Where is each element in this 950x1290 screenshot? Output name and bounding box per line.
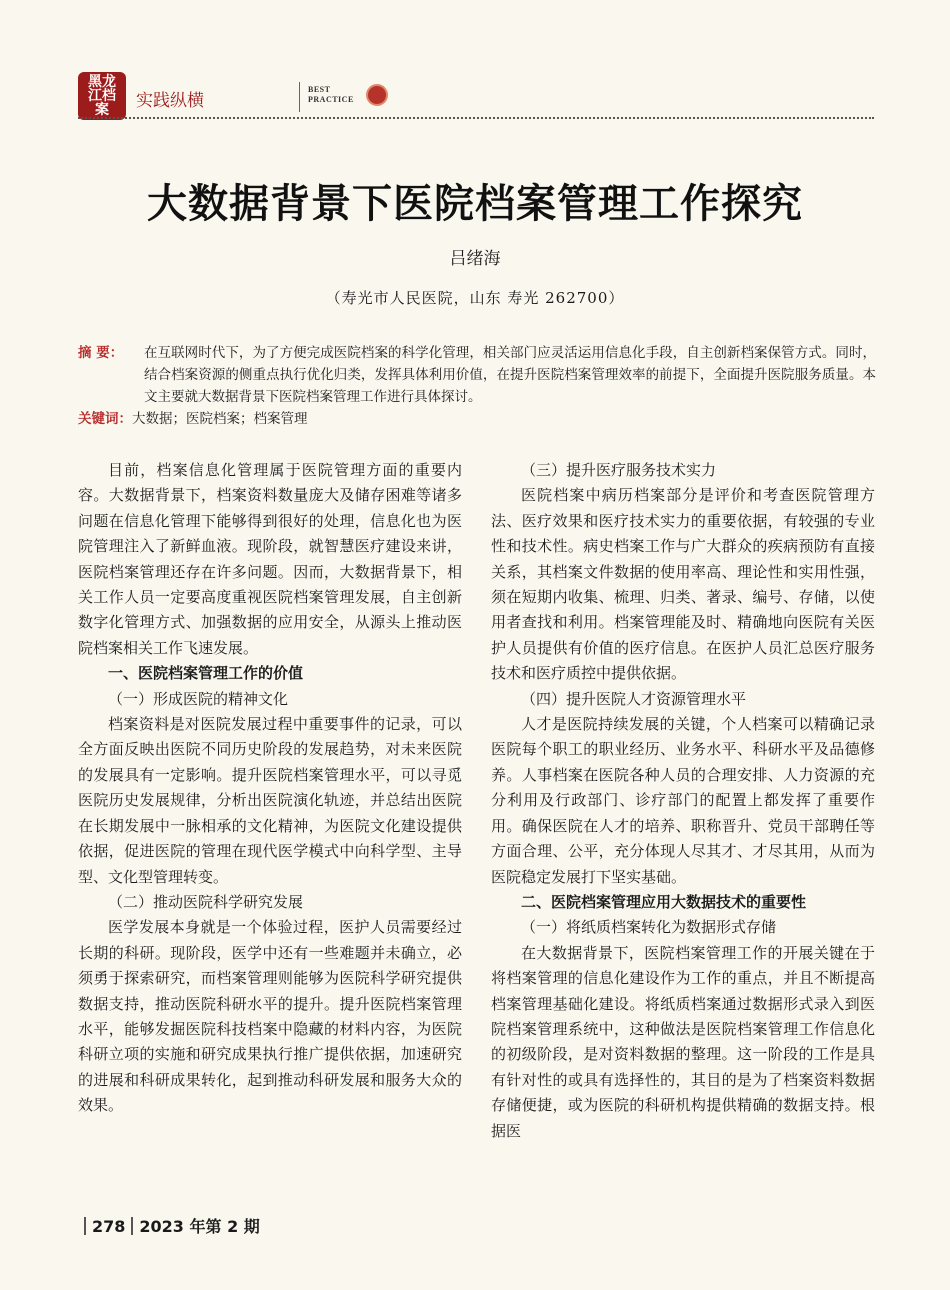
paragraph: 医学发展本身就是一个体验过程，医护人员需要经过长期的科研。现阶段，医学中还有一些难题并未确立，必须勇于探索研究，而档案管理则能够为医院科学研究提供数据支持，推动医院科研水平的提升。提升医院档案管理水平，能够发掘医院科技档案中隐藏的材料内容，为医院科研立项的实施和研究成果执行推广提供依据，加速研究的进展和科研成果转化，起到推动科研发展和服务大众的效果。 xyxy=(78,918,462,1115)
header-divider xyxy=(299,82,300,112)
abstract-text: 在互联网时代下，为了方便完成医院档案的科学化管理，相关部门应灵活运用信息化手段，自主创新档案保管方式。同时，结合档案资源的侧重点执行优化归类，发挥具体利用价值，在提升医院档案管理效率的前提下，全面提升医院服务质量。本文主要就大数据背景下医院档案管理工作进行具体探讨。 xyxy=(144,345,876,405)
right-column xyxy=(491,458,875,1144)
keywords-text: 大数据；医院档案；档案管理 xyxy=(132,411,308,427)
page-footer xyxy=(78,1214,260,1237)
abstract-label: 摘 要： xyxy=(78,345,124,361)
issue-info: 2023 年第 2 期 xyxy=(139,1217,260,1236)
subsection-heading: （二）推动医院科学研究发展 xyxy=(108,892,304,911)
left-column xyxy=(78,458,462,1119)
subsection-heading: （三）提升医疗服务技术实力 xyxy=(521,461,717,479)
keywords xyxy=(78,408,876,430)
paragraph: 目前，档案信息化管理属于医院管理方面的重要内容。大数据背景下，档案资料数量庞大及储存困难等诸多问题在信息化管理下能够得到很好的处理，信息化也为医院管理注入了新鲜血液。现阶段，就智慧医疗建设来讲，医院档案管理还存在许多问题。因而，大数据背景下，相关工作人员一定要高度重视医院档案管理发展，自主创新数字化管理方式、加强数据的应用安全，从源头上推动医院档案相关工作飞速发展。 xyxy=(78,461,462,657)
subsection-heading: （一）形成医院的精神文化 xyxy=(108,689,289,708)
keywords-label: 关键词： xyxy=(78,411,132,427)
paragraph: 档案资料是对医院发展过程中重要事件的记录，可以全方面反映出医院不同历史阶段的发展趋势，对未来医院的发展具有一定影响。提升医院档案管理水平，可以寻觅医院历史发展规律，分析出医院演化轨迹，并总结出医院在长期发展中一脉相承的文化精神，为医院文化建设提供依据，促进医院的管理在现代医学模式中向科学型、主导型、文化型管理转变。 xyxy=(78,715,462,886)
author-affiliation: （寿光市人民医院，山东 寿光 262700） xyxy=(325,289,625,307)
journal-header xyxy=(78,72,878,122)
subsection-heading: （一）将纸质档案转化为数据形式存储 xyxy=(521,918,777,937)
best-practice-label: BEST PRACTICE xyxy=(308,85,354,104)
paragraph: 在大数据背景下，医院档案管理工作的开展关键在于将档案管理的信息化建设作为工作的重点，并且不断提高档案管理基础化建设。将纸质档案通过数据形式录入到医院档案管理系统中，这种做法是医院档案管理工作信息化的初级阶段，是对资料数据的整理。这一阶段的工作是具有针对性的或具有选择性的，其目的是为了档案资料数据存储便捷，或为医院的科研机构提供精确的数据支持。根据医 xyxy=(491,943,875,1140)
emblem-icon xyxy=(366,84,388,106)
paragraph: 人才是医院持续发展的关键，个人档案可以精确记录医院每个职工的职业经历、业务水平、科研水平及品德修养。人事档案在医院各种人员的合理安排、人力资源的充分利用及行政部门、诊疗部门的配置上都发挥了重要作用。确保医院在人才的培养、职称晋升、党员干部聘任等方面合理、公平，充分体现人尽其才、才尽其用，从而为医院稳定发展打下坚实基础。 xyxy=(491,715,875,886)
abstract xyxy=(78,342,876,408)
subsection-heading: （四）提升医院人才资源管理水平 xyxy=(521,689,747,708)
footer-bar xyxy=(84,1217,86,1235)
footer-bar xyxy=(131,1217,133,1235)
article-author: 吕绪海 xyxy=(449,249,501,269)
section-heading: 一、医院档案管理工作的价值 xyxy=(108,664,304,683)
paragraph: 医院档案中病历档案部分是评价和考查医院管理方法、医疗效果和医疗技术实力的重要依据，有较强的专业性和技术性。病史档案工作与广大群众的疾病预防有直接关系，其档案文件数据的使用率高、理论性和实用性强，须在短期内收集、梳理、归类、著录、编号、存储，以使用者查找和利用。档案管理能及时、精确地向医院有关医护人员提供有价值的医疗信息。在医护人员汇总医疗服务技术和医疗质控中提供依据。 xyxy=(491,486,875,683)
article-title: 大数据背景下医院档案管理工作探究 xyxy=(147,181,803,227)
journal-logo: 黑龙江档案 xyxy=(78,72,126,120)
section-name: 实践纵横 xyxy=(136,91,204,111)
page-number: 278 xyxy=(92,1217,126,1236)
section-heading: 二、医院档案管理应用大数据技术的重要性 xyxy=(521,892,807,911)
header-rule xyxy=(78,117,874,119)
